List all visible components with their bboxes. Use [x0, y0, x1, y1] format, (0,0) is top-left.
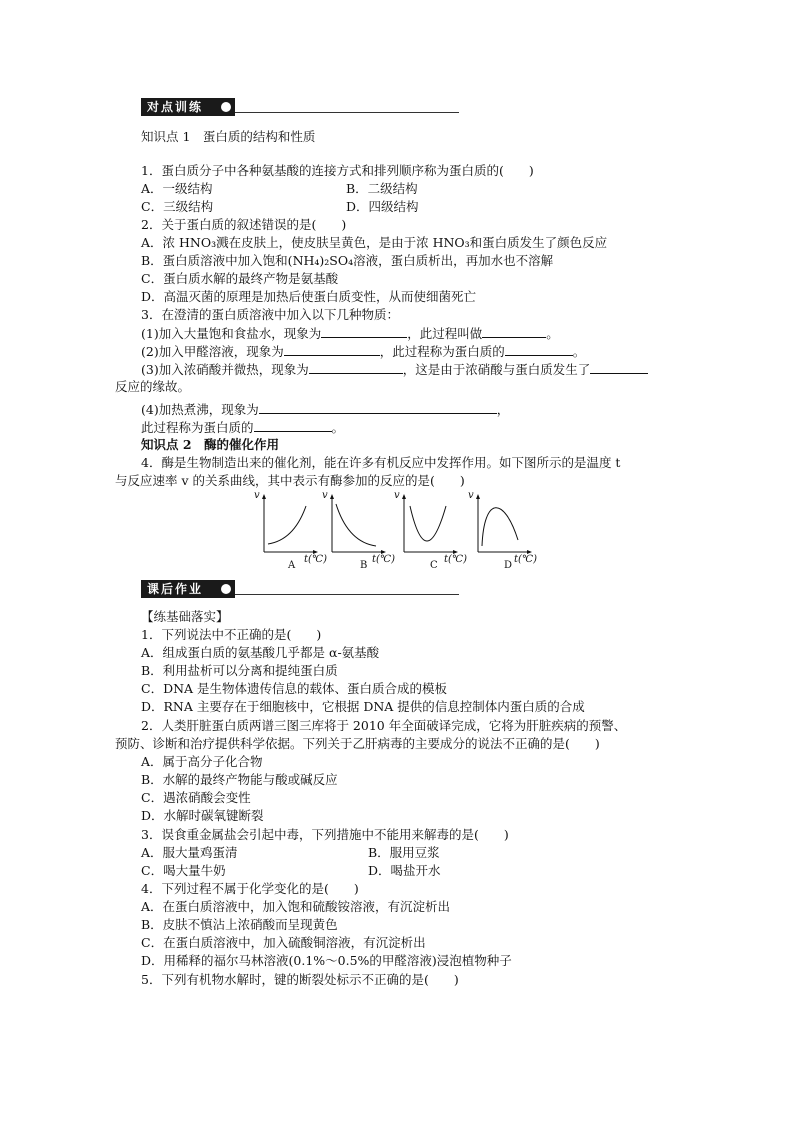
answer-blank[interactable]	[259, 400, 497, 414]
graph-a[interactable]	[256, 492, 320, 556]
q3-part-3-text-a: (3)加入浓硝酸并微热，现象为	[141, 362, 309, 377]
hw-question-5-stem: 5．下列有机物水解时，键的断裂处标示不正确的是( )	[141, 972, 459, 987]
subsection-title: 【练基础落实】	[141, 609, 229, 624]
knowledge-point-1: 知识点 1 蛋白质的结构和性质	[141, 129, 316, 144]
section-banner-homework	[141, 580, 459, 598]
graph-b-label: B	[360, 560, 368, 571]
hw-q2-option-a: A．属于高分子化合物	[141, 754, 263, 769]
hw-q4-option-b: B．皮肤不慎沾上浓硝酸而呈现黄色	[141, 917, 338, 932]
divider	[235, 112, 459, 113]
hw-question-2-line-2: 预防、诊断和治疗提供科学依据。下列关于乙肝病毒的主要成分的说法不正确的是( )	[115, 736, 600, 751]
q3-part-4-text-a: (4)加热煮沸，现象为	[141, 402, 259, 417]
answer-blank[interactable]	[284, 342, 380, 356]
graph-d-axis-t: t(℃)	[514, 554, 538, 565]
graph-c-axis-t: t(℃)	[444, 554, 468, 565]
q3-part-4-text-d: 。	[331, 420, 345, 435]
q3-part-3-text-b: ，这是由于浓硝酸与蛋白质发生了	[402, 362, 591, 377]
question-4-line-1: 4．酶是生物制造出来的催化剂，能在许多有机反应中发挥作用。如下图所示的是温度 t	[141, 455, 621, 470]
hw-question-2-line-1: 2．人类肝脏蛋白质两谱三图三库将于 2010 年全面破译完成，它将为肝脏疾病的预警、	[141, 718, 627, 733]
hw-q1-option-a: A．组成蛋白质的氨基酸几乎都是 α-氨基酸	[141, 645, 380, 660]
hw-q4-option-d: D．用稀释的福尔马林溶液(0.1%～0.5%的甲醛溶液)浸泡植物种子	[141, 953, 512, 968]
q1-option-c: C．三级结构	[141, 199, 214, 214]
q3-part-4-cont	[141, 418, 344, 437]
graph-b-axis-v: v	[322, 490, 328, 501]
knowledge-point-2: 知识点 2 酶的催化作用	[141, 437, 280, 452]
hw-q4-option-c: C．在蛋白质溶液中，加入硫酸铜溶液，有沉淀析出	[141, 935, 426, 950]
hw-question-1-stem: 1．下列说法中不正确的是( )	[141, 627, 322, 642]
hw-question-4-stem: 4．下列过程不属于化学变化的是( )	[141, 881, 359, 896]
q3-part-2	[141, 342, 585, 361]
question-2-stem: 2．关于蛋白质的叙述错误的是( )	[141, 217, 347, 232]
hw-q3-option-a: A．服大量鸡蛋清	[141, 845, 238, 860]
graph-a-axis-t: t(℃)	[304, 554, 328, 565]
q2-option-c: C．蛋白质水解的最终产物是氨基酸	[141, 271, 339, 286]
q1-option-a: A．一级结构	[141, 181, 213, 196]
q3-part-2-text-c: 。	[572, 344, 586, 359]
graph-d-label: D	[504, 560, 513, 571]
answer-blank[interactable]	[590, 360, 648, 374]
q3-part-3	[141, 360, 648, 379]
hw-q2-option-d: D．水解时碳氧键断裂	[141, 808, 264, 823]
section-title: 对点训练	[141, 98, 235, 116]
graph-d-axis-v: v	[468, 490, 474, 501]
q2-option-b: B．蛋白质溶液中加入饱和(NH₄)₂SO₄溶液，蛋白质析出，再加水也不溶解	[141, 253, 554, 268]
q2-option-a: A．浓 HNO₃溅在皮肤上，使皮肤呈黄色，是由于浓 HNO₃和蛋白质发生了颜色反应	[141, 235, 608, 250]
q3-part-2-text-b: ，此过程称为蛋白质的	[379, 344, 505, 359]
q3-part-4	[141, 400, 509, 419]
q3-part-1	[141, 324, 559, 343]
answer-blank[interactable]	[505, 342, 573, 356]
q3-part-4-text-c: 此过程称为蛋白质的	[141, 420, 254, 435]
hw-q4-option-a: A．在蛋白质溶液中，加入饱和硫酸铵溶液，有沉淀析出	[141, 899, 451, 914]
graph-c-label: C	[430, 560, 438, 571]
q3-part-1-text-c: 。	[546, 326, 559, 341]
q3-part-3-cont: 反应的缘故。	[115, 379, 191, 394]
hw-q3-option-b: B．服用豆浆	[368, 845, 440, 860]
hw-q3-option-d: D．喝盐开水	[368, 863, 441, 878]
answer-blank[interactable]	[321, 324, 407, 338]
answer-blank[interactable]	[309, 360, 403, 374]
hw-q1-option-d: D．RNA 主要存在于细胞核中，它根据 DNA 提供的信息控制体内蛋白质的合成	[141, 699, 585, 714]
hw-q1-option-b: B．利用盐析可以分离和提纯蛋白质	[141, 663, 338, 678]
q1-option-d: D．四级结构	[346, 199, 419, 214]
graph-d[interactable]	[470, 492, 534, 556]
hw-q3-option-c: C．喝大量牛奶	[141, 863, 226, 878]
answer-blank[interactable]	[254, 418, 332, 432]
hw-q2-option-c: C．遇浓硝酸会变性	[141, 790, 251, 805]
question-1-stem: 1．蛋白质分子中各种氨基酸的连接方式和排列顺序称为蛋白质的( )	[141, 163, 534, 178]
q3-part-1-text-b: ，此过程叫做	[407, 326, 483, 341]
hw-question-3-stem: 3．误食重金属盐会引起中毒，下列措施中不能用来解毒的是( )	[141, 827, 509, 842]
graph-b[interactable]	[324, 492, 388, 556]
q2-option-d: D．高温灭菌的原理是加热后使蛋白质变性，从而使细菌死亡	[141, 289, 477, 304]
graph-c[interactable]	[396, 492, 460, 556]
question-3-stem: 3．在澄清的蛋白质溶液中加入以下几种物质：	[141, 307, 399, 322]
hw-q1-option-c: C．DNA 是生物体遗传信息的载体、蛋白质合成的模板	[141, 681, 448, 696]
graph-b-axis-t: t(℃)	[372, 554, 396, 565]
divider	[235, 594, 459, 595]
question-4-line-2: 与反应速率 v 的关系曲线，其中表示有酶参加的反应的是( )	[115, 473, 465, 488]
graph-a-label: A	[288, 560, 296, 571]
section-title: 课后作业	[141, 580, 235, 598]
q3-part-2-text-a: (2)加入甲醛溶液，现象为	[141, 344, 284, 359]
section-banner-drill	[141, 98, 459, 116]
bullet-icon	[221, 584, 231, 594]
q3-part-1-text-a: (1)加入大量饱和食盐水，现象为	[141, 326, 322, 341]
graph-c-axis-v: v	[394, 490, 400, 501]
graph-a-axis-v: v	[254, 490, 260, 501]
hw-q2-option-b: B．水解的最终产物能与酸或碱反应	[141, 772, 338, 787]
answer-blank[interactable]	[482, 324, 546, 338]
q3-part-4-text-b: ，	[496, 402, 510, 417]
bullet-icon	[221, 102, 231, 112]
q1-option-b: B．二级结构	[346, 181, 418, 196]
